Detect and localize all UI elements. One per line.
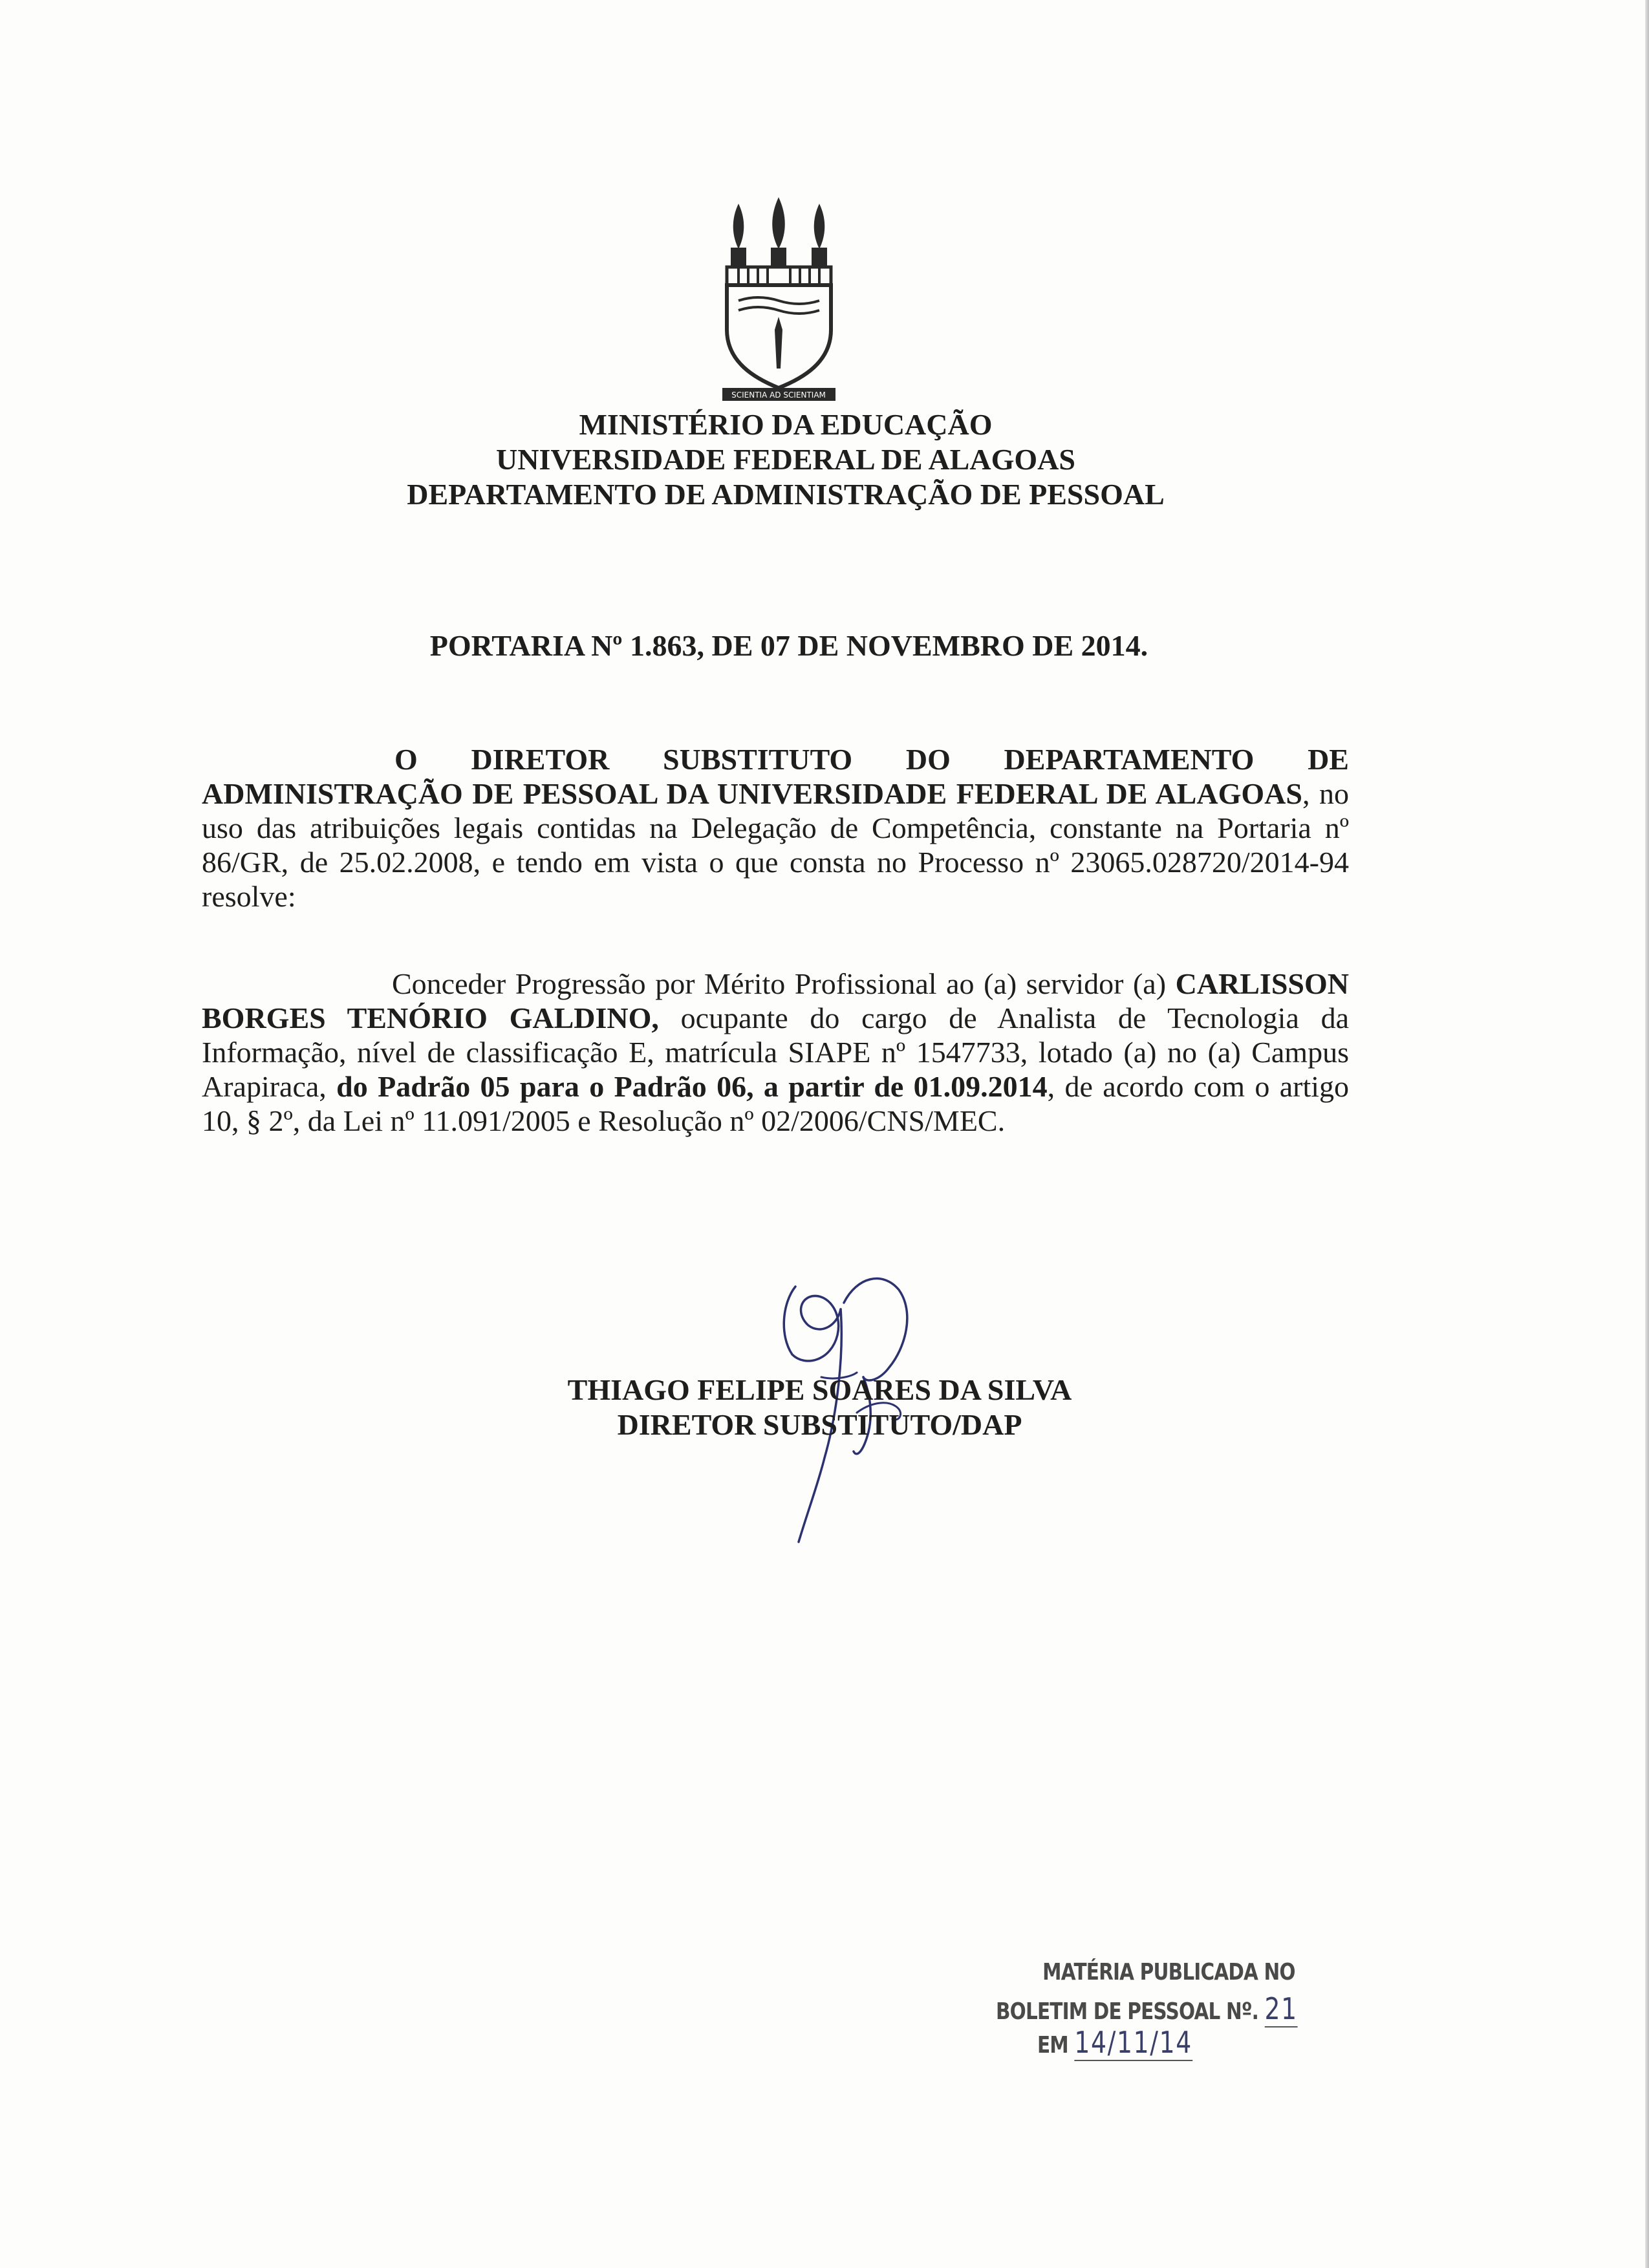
stamp-line-1: MATÉRIA PUBLICADA NO <box>1042 1959 1295 1985</box>
stamp-bulletin-number: 21 <box>1264 1991 1298 2026</box>
page-edge <box>1645 0 1649 2268</box>
stamp-line-3 <box>1037 2025 1192 2061</box>
resolution-paragraph <box>202 967 1349 1138</box>
portaria-title: PORTARIA Nº 1.863, DE 07 DE NOVEMBRO DE 2014. <box>429 629 1148 662</box>
signature-block <box>0 1373 1639 1442</box>
resolution-text-a: Conceder Progressão por Mérito Profissional ao (a) servidor (a) <box>392 967 1176 1000</box>
university-crest-icon <box>719 191 839 404</box>
servant-name: CARLISSON BORGES TENÓRIO GALDINO, <box>202 967 1349 1034</box>
progression-detail: do Padrão 05 para o Padrão 06, a partir de 01.09.2014 <box>336 1070 1048 1103</box>
stamp-date-label: EM <box>1037 2032 1068 2059</box>
stamp-line-2 <box>996 1991 1298 2027</box>
crest-motto: SCIENTIA AD SCIENTIAM <box>731 390 826 400</box>
university-name: UNIVERSIDADE FEDERAL DE ALAGOAS <box>496 443 1075 476</box>
preamble-text: , no uso das atribuições legais contidas na Delegação de Competência, constante na Portaria nº 86/GR, de 25.02.2008, e tendo em vista o que consta no Processo nº 23065.028720/2014-94 resolve: <box>202 777 1349 913</box>
stamp-bulletin-label: BOLETIM DE PESSOAL Nº. <box>996 1998 1259 2025</box>
resolution-text-b: ocupante do cargo de Analista de Tecnologia da Informação, nível de classificação E, matrícula SIAPE nº 1547733, lotado (a) no (a) Campus Arapiraca, <box>202 1001 1350 1103</box>
signatory-name: THIAGO FELIPE SOARES DA SILVA <box>567 1373 1072 1406</box>
preamble-bold-lead: O DIRETOR SUBSTITUTO DO DEPARTAMENTO DE ADMINISTRAÇÃO DE PESSOAL DA UNIVERSIDADE FEDERAL DE ALAGOAS <box>202 743 1349 810</box>
publication-stamp <box>996 1959 1324 2082</box>
preamble-paragraph <box>202 742 1349 914</box>
department-name: DEPARTAMENTO DE ADMINISTRAÇÃO DE PESSOAL <box>407 478 1165 511</box>
resolution-text-c: , de acordo com o artigo 10, § 2º, da Lei nº 11.091/2005 e Resolução nº 02/2006/CNS/MEC. <box>202 1070 1350 1137</box>
letterhead <box>0 407 1571 512</box>
signatory-role: DIRETOR SUBSTITUTO/DAP <box>617 1408 1022 1441</box>
stamp-date-value: 14/11/14 <box>1074 2025 1192 2060</box>
ministry-name: MINISTÉRIO DA EDUCAÇÃO <box>579 408 993 441</box>
